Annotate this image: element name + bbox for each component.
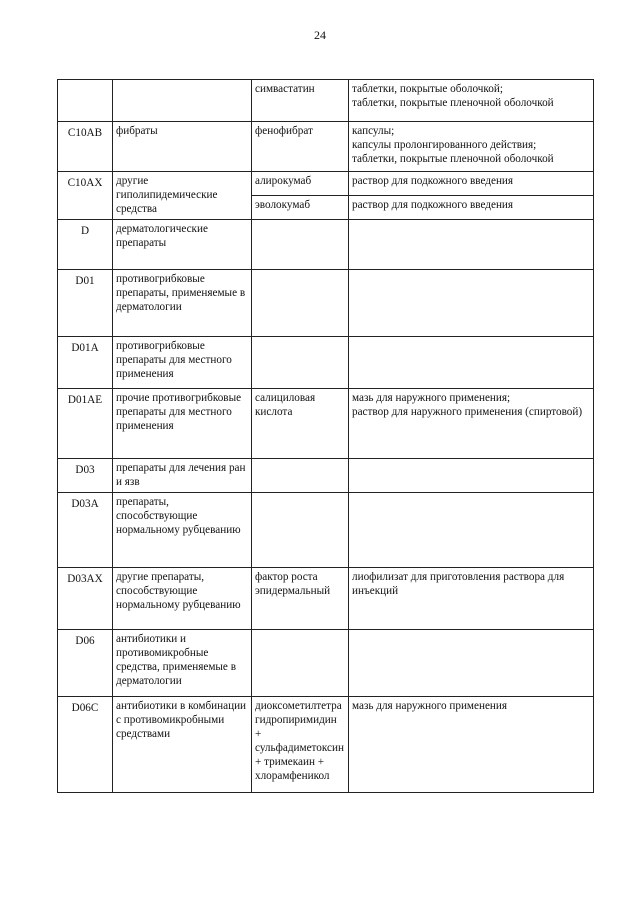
dosage-form-cell bbox=[349, 697, 594, 793]
atc-code: D06 bbox=[75, 635, 95, 647]
table-row bbox=[58, 337, 594, 389]
atc-code-cell bbox=[58, 172, 113, 220]
group-name-cell bbox=[113, 630, 252, 697]
atc-code-cell bbox=[58, 80, 113, 122]
group-name: другие препараты, способствующие нормальному рубцеванию bbox=[116, 571, 241, 611]
dosage-form-cell bbox=[349, 459, 594, 493]
atc-code: D03A bbox=[71, 498, 99, 510]
drug-name: фенофибрат bbox=[255, 125, 313, 137]
atc-code-cell bbox=[58, 337, 113, 389]
table-row bbox=[58, 697, 594, 793]
group-name: фибраты bbox=[116, 125, 158, 137]
table-row bbox=[58, 568, 594, 630]
drug-name: салициловая кислота bbox=[255, 392, 316, 418]
atc-code-cell bbox=[58, 630, 113, 697]
atc-code-cell bbox=[58, 270, 113, 337]
dosage-form-cell bbox=[349, 337, 594, 389]
drug-name: диоксометилтетрагидропиримидин + сульфадиметоксин + тримекаин + хлорамфеникол bbox=[255, 700, 344, 782]
atc-code-cell bbox=[58, 568, 113, 630]
atc-code: D03AX bbox=[67, 573, 103, 585]
atc-code: D01AE bbox=[67, 394, 103, 406]
group-name: антибиотики и противомикробные средства, применяемые в дерматологии bbox=[116, 633, 236, 687]
table-row bbox=[58, 270, 594, 337]
dosage-form: капсулы; bbox=[352, 125, 395, 137]
drug-name: симвастатин bbox=[255, 83, 315, 95]
drug-name-cell bbox=[252, 337, 349, 389]
dosage-form: таблетки, покрытые пленочной оболочкой bbox=[352, 97, 554, 109]
dosage-form-cell bbox=[349, 568, 594, 630]
atc-code-cell bbox=[58, 493, 113, 568]
drug-name-cell bbox=[252, 389, 349, 459]
group-name: противогрибковые препараты для местного применения bbox=[116, 340, 232, 380]
medication-table bbox=[57, 79, 594, 793]
table-row bbox=[58, 630, 594, 697]
drug-name-cell bbox=[252, 270, 349, 337]
group-name-cell bbox=[113, 270, 252, 337]
dosage-form: раствор для наружного применения (спиртовой) bbox=[352, 406, 583, 418]
group-name-cell bbox=[113, 337, 252, 389]
table-row bbox=[58, 389, 594, 459]
group-name-cell bbox=[113, 493, 252, 568]
dosage-form-cell bbox=[349, 80, 594, 122]
table-row bbox=[58, 172, 594, 196]
group-name: препараты для лечения ран и язв bbox=[116, 462, 246, 488]
dosage-form: таблетки, покрытые пленочной оболочкой bbox=[352, 153, 554, 165]
dosage-form: лиофилизат для приготовления раствора для инъекций bbox=[352, 571, 565, 597]
dosage-form-cell bbox=[349, 196, 594, 220]
drug-name: алирокумаб bbox=[255, 175, 312, 187]
drug-name-cell bbox=[252, 122, 349, 172]
group-name-cell bbox=[113, 389, 252, 459]
dosage-form-cell bbox=[349, 122, 594, 172]
dosage-form-cell bbox=[349, 270, 594, 337]
dosage-form-cell bbox=[349, 220, 594, 270]
atc-code: C10AB bbox=[67, 127, 103, 139]
atc-code: D03 bbox=[75, 464, 95, 476]
drug-name-cell bbox=[252, 697, 349, 793]
group-name-cell bbox=[113, 172, 252, 220]
dosage-form: таблетки, покрытые оболочкой; bbox=[352, 83, 503, 95]
drug-name-cell bbox=[252, 459, 349, 493]
drug-name-cell bbox=[252, 493, 349, 568]
atc-code: D01 bbox=[75, 275, 95, 287]
table-row bbox=[58, 122, 594, 172]
atc-code-cell bbox=[58, 122, 113, 172]
dosage-form: раствор для подкожного введения bbox=[352, 175, 514, 187]
dosage-form-cell bbox=[349, 493, 594, 568]
dosage-form: капсулы пролонгированного действия; bbox=[352, 139, 537, 151]
drug-name-cell bbox=[252, 172, 349, 196]
group-name-cell bbox=[113, 568, 252, 630]
drug-name-cell bbox=[252, 80, 349, 122]
group-name-cell bbox=[113, 220, 252, 270]
drug-name-cell bbox=[252, 568, 349, 630]
dosage-form-cell bbox=[349, 630, 594, 697]
dosage-form-cell bbox=[349, 172, 594, 196]
atc-code: D bbox=[80, 225, 90, 237]
group-name: дерматологические препараты bbox=[116, 223, 208, 249]
table-row bbox=[58, 459, 594, 493]
medication-table-body bbox=[58, 80, 594, 793]
group-name-cell bbox=[113, 697, 252, 793]
dosage-form: мазь для наружного применения bbox=[352, 700, 508, 712]
drug-name-cell bbox=[252, 630, 349, 697]
drug-name-cell bbox=[252, 220, 349, 270]
drug-name: эволокумаб bbox=[255, 199, 311, 211]
dosage-form: мазь для наружного применения; bbox=[352, 392, 511, 404]
atc-code-cell bbox=[58, 459, 113, 493]
table-row bbox=[58, 220, 594, 270]
atc-code-cell bbox=[58, 220, 113, 270]
group-name-cell bbox=[113, 80, 252, 122]
dosage-form: раствор для подкожного введения bbox=[352, 199, 514, 211]
drug-name-cell bbox=[252, 196, 349, 220]
table-row bbox=[58, 493, 594, 568]
group-name-cell bbox=[113, 459, 252, 493]
atc-code: C10AX bbox=[67, 177, 103, 189]
atc-code: D06C bbox=[71, 702, 99, 714]
group-name: препараты, способствующие нормальному рубцеванию bbox=[116, 496, 241, 536]
page-number: 24 bbox=[314, 28, 326, 42]
atc-code: D01A bbox=[71, 342, 99, 354]
group-name: антибиотики в комбинации с противомикробными средствами bbox=[116, 700, 247, 740]
group-name: противогрибковые препараты, применяемые в дерматологии bbox=[116, 273, 246, 313]
group-name: другие гиполипидемические средства bbox=[116, 175, 218, 215]
group-name: прочие противогрибковые препараты для местного применения bbox=[116, 392, 242, 432]
atc-code-cell bbox=[58, 389, 113, 459]
group-name-cell bbox=[113, 122, 252, 172]
table-row bbox=[58, 80, 594, 122]
atc-code-cell bbox=[58, 697, 113, 793]
drug-name: фактор роста эпидермальный bbox=[255, 571, 331, 597]
dosage-form-cell bbox=[349, 389, 594, 459]
